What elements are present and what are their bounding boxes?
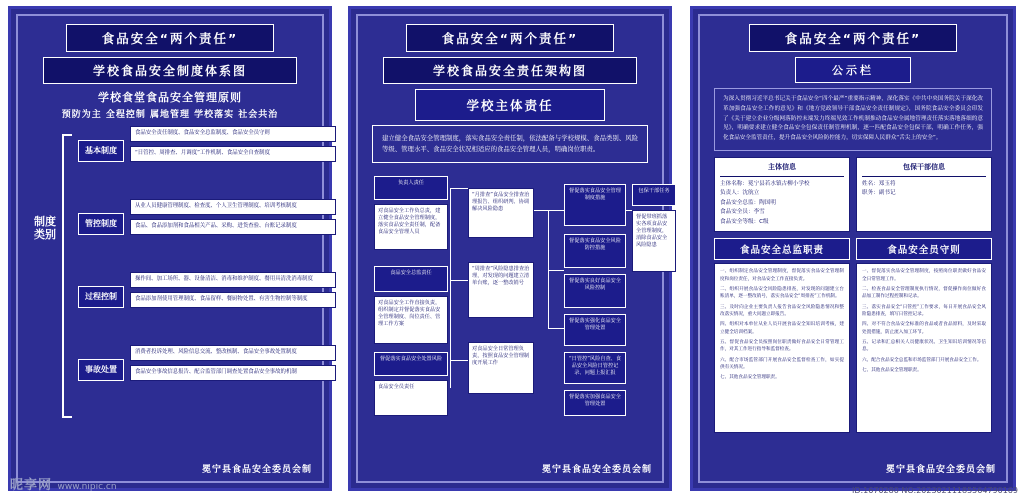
panel2-connector xyxy=(450,188,468,189)
panel2-connector xyxy=(548,328,564,329)
panel1-row: 从业人员健康管理制度、检查度、个人卫生管理制度、培训考核制度 xyxy=(130,199,336,215)
panel3-cadre-info-line: 姓名：郑玉将 xyxy=(862,180,896,187)
panel2-connector-vertical xyxy=(548,210,549,328)
panel2-node-measure-6: 督促落实加强食品安全管理处置 xyxy=(564,390,626,416)
panel3-duty-right-body xyxy=(856,263,992,433)
panel3-entity-info-line: 食品安全总监：陶国明 xyxy=(720,199,776,206)
panel3-duty-right-item: 一、督促落实食品安全管理制度，按照岗位职责做好食品安全日常管理工作。 xyxy=(862,269,986,282)
panel3-duty-left-item: 一、组织制定食品安全管理制度，督促落实食品安全管理制度和岗位责任，对食品安全工作直接负责。 xyxy=(720,269,844,282)
panel1-subtitle: 学校食品安全制度体系图 xyxy=(43,57,296,84)
panel1-group-rows xyxy=(130,345,336,381)
panel2-node-director: 食品安全总监责任 xyxy=(374,266,448,292)
panel3-duty-left-head: 食品安全总监职责 xyxy=(714,238,850,260)
panel2-subtitle: 学校食品安全责任架构图 xyxy=(383,57,636,84)
panel-public-notice-board xyxy=(690,6,1016,491)
panel2-node-director-detail: 对食品安全工作直接负责，组织制定并督促落实食品安全管理制度、岗位责任、管理工作方案 xyxy=(374,296,448,344)
panel2-node-measure-4: 督促落实强化食品安全管理处置 xyxy=(564,314,626,346)
panel3-duty-headers xyxy=(714,238,992,260)
panel2-node-measure-3: 督促落实良好食品安全风险控制 xyxy=(564,274,626,308)
panel3-entity-info-line: 主体名称：冕宁县若水镇古柳小学校 xyxy=(720,180,810,187)
panel3-duty-right-item: 五、记录和汇总相关人员健康状况、卫生知识培训情况等信息。 xyxy=(862,340,986,353)
panel2-node-week-check: “周排查”风险隐患排查治理，对发现的问题建立清单台账，逐一整改销号 xyxy=(468,262,534,318)
panel3-duty-right-item: 三、落实食品安全“日管控”工作要求，每日开展食品安全风险隐患排查，填写日管控记录。 xyxy=(862,304,986,318)
panel2-connector xyxy=(450,280,468,281)
panel3-duty-left-item: 五、督促食品安全员按照岗位职责做好食品安全日常管理工作，对其工作进行指导和监督检查。 xyxy=(720,340,844,353)
panel1-inner xyxy=(16,14,324,483)
panel2-connector-vertical xyxy=(450,188,451,388)
panel3-duty-right-item: 二、检查食品安全管理制度执行情况，督促操作岗位做好食品加工制作过程控制和记录。 xyxy=(862,286,986,300)
watermark-logo-text: 昵享网 xyxy=(10,478,53,493)
panel3-entity-info-line: 食品安全等级：C级 xyxy=(720,218,769,225)
panel2-entity-responsibility-title: 学校主体责任 xyxy=(415,89,605,121)
panel-responsibility-architecture xyxy=(348,6,672,491)
panel2-node-measure-5: “日管控”风险自查、食品安全风险日管控记录、问题上报汇报 xyxy=(564,352,626,384)
panel1-diagram-body xyxy=(26,126,314,426)
panel3-board-label: 公示栏 xyxy=(795,57,911,83)
panel1-group-basic xyxy=(78,126,336,166)
panel3-duty-right-head: 食品安全员守则 xyxy=(856,238,992,260)
panel1-group-name: 事故处置 xyxy=(78,359,124,381)
panel2-node-leader-detail: 对食品安全工作负总责，建立健全食品安全管理制度，落实食品安全责任制，配备食品安全管理人员 xyxy=(374,204,448,250)
panel1-row: 食品安全责任制度、食品安全总监制度、食品安全员守则 xyxy=(130,126,336,142)
panel2-node-leader: 负责人责任 xyxy=(374,176,448,200)
panel2-intro-text: 建立健全食品安全管理制度，落实食品安全责任制，依法配备与学校规模、食品类别、风险等级、管理水平、食品安全状况相适应的食品安全管理人员，明确岗位职责。 xyxy=(372,125,648,163)
panel1-group-process xyxy=(78,272,336,312)
panel3-duty-left-item: 七、其他食品安全管理职责。 xyxy=(720,375,780,381)
panel3-entity-info-line: 负责人：沈航立 xyxy=(720,190,760,197)
panel3-cadre-info xyxy=(856,157,992,232)
panel2-main-title: 食品安全“两个责任” xyxy=(406,24,613,52)
panel3-info-row xyxy=(714,157,992,232)
panel2-node-month-check: “月排查”食品安全排查治理报告、组织研判、协调解决风险隐患 xyxy=(468,188,534,238)
panel2-node-baobao-detail: 督促带班抓落实各项食品安全管理制度，消除食品安全风险隐患 xyxy=(632,210,676,272)
panel3-duty-left-item: 二、组织开展食品安全风险隐患排查，对发现的问题建立台账清单，逐一整改销号，落实食品安全“周排查”工作机制。 xyxy=(720,286,844,300)
panel3-duty-bodies xyxy=(714,263,992,433)
watermark-logo xyxy=(10,474,117,493)
panel1-group-accident xyxy=(78,345,336,385)
panel1-row: 操作间、加工场所、器、设备清洁、消毒和维护制度、餐用具清洗消毒制度 xyxy=(130,272,336,288)
panel2-node-officer: 督促落实食品安全处置风险 xyxy=(374,352,448,376)
panel2-node-measure-2: 督促落实食品安全风险防控措施 xyxy=(564,234,626,268)
panel1-row: 食品安全事故信息报告、配合监管部门调查处置食品安全事故的机制 xyxy=(130,365,336,381)
panel2-node-baobao-title: 包保干部任务 xyxy=(632,184,676,206)
panel1-group-control xyxy=(78,199,336,239)
watermark-id: ID:1670280 NO:20230211185564790169 xyxy=(851,486,1018,495)
panel3-cadre-info-head: 包保干部信息 xyxy=(862,162,986,177)
panel3-duty-right-item: 四、对不符合食品安全标准的食品或者食品原料，及时采取处置措施，防止流入加工环节。 xyxy=(862,322,986,335)
panel2-connector xyxy=(450,360,468,361)
panel2-inner xyxy=(356,14,670,483)
panel1-credit: 冕宁县食品安全委员会制 xyxy=(201,465,312,475)
panel2-credit: 冕宁县食品安全委员会制 xyxy=(541,465,652,475)
panel1-row: 食品、食品添加剂和食品相关产品、采购、进货查验、台账记录制度 xyxy=(130,219,336,235)
panel2-connector xyxy=(548,270,564,271)
panel3-entity-info xyxy=(714,157,850,232)
panel1-category-label: 制度类别 xyxy=(34,215,56,241)
panel1-principle-title: 学校食堂食品安全管理原则 xyxy=(98,91,242,104)
panel1-row: 消费者投诉处理、风险信息交流、整改核制、食品安全事故处置制度 xyxy=(130,345,336,361)
panel3-duty-right-item: 六、配合食品安全总监和市场监管部门开展食品安全工作。 xyxy=(862,357,982,363)
panel2-flowchart xyxy=(366,170,670,420)
panel3-main-title: 食品安全“两个责任” xyxy=(749,24,958,52)
watermark-logo-url: www.nipic.cn xyxy=(57,482,117,492)
panel1-principle-subtitle: 预防为主 全程控制 属地管理 学校落实 社会共治 xyxy=(61,110,279,120)
panel2-connector xyxy=(548,210,564,211)
panel1-group-name: 过程控制 xyxy=(78,286,124,308)
panel3-duty-right-item: 七、其他食品安全管理职责。 xyxy=(862,368,922,374)
panel1-row: “日管控、周排查、月调度”工作机制、食品安全自查制度 xyxy=(130,146,336,162)
panel1-group-rows xyxy=(130,272,336,308)
panel3-cadre-info-line: 职务：副书记 xyxy=(862,190,896,197)
panel3-entity-info-head: 主体信息 xyxy=(720,162,844,177)
panel1-main-title: 食品安全“两个责任” xyxy=(66,24,273,52)
panel2-node-measure-1: 督促落实食品安全管理制度措施 xyxy=(564,184,626,226)
panel2-node-day-check: 对食品安全日常管理负责，按照食品安全管理制度开展工作 xyxy=(468,342,534,394)
panel-school-food-safety-system xyxy=(8,6,332,491)
panel3-credit: 冕宁县食品安全委员会制 xyxy=(885,465,996,475)
panel2-node-officer-detail: 食品安全员责任 xyxy=(374,380,448,416)
panel3-entity-info-line: 食品安全员：李雪 xyxy=(720,209,765,216)
panel3-inner xyxy=(698,14,1008,483)
panel3-paragraph: 为深入贯彻习近平总书记关于食品安全“四个最严”重要指示精神，深化落实《中共中央国务院关于深化改革加强食品安全工作的意见》和《地方党政领导干部食品安全责任制规定》，国务院食品安全委员会印发了《关于建立企业分级网落防控末端发力终端见效工作机制推动食品安全属地管理责任落实落地落细的意见》，明确要求建立健全食品安全包保责任制管理机制，逐一匹配食品安全包保干部，明确工作任务，强化食品安全监管责任，提升食品安全风险防控能力，切实保障人民群众“舌尖上的安全”。 xyxy=(714,88,992,151)
panel3-duty-left-item: 三、及时向企业主要负责人报告食品安全风险隐患情况和整改落实情况，重大问题立即报告。 xyxy=(720,304,844,318)
panel1-group-name: 基本制度 xyxy=(78,140,124,162)
panel1-bracket xyxy=(62,134,72,418)
panel3-duty-left-body xyxy=(714,263,850,433)
panel1-group-rows xyxy=(130,199,336,235)
panel1-group-rows xyxy=(130,126,336,162)
panel3-duty-left-item: 六、配合市场监管部门开展食品安全监督检查工作，如实提供有关情况。 xyxy=(720,357,844,371)
panel1-group-name: 管控制度 xyxy=(78,213,124,235)
panel3-duty-left-item: 四、组织对本单位从业人员开展食品安全知识培训考核，建立健全培训档案。 xyxy=(720,322,844,335)
panel1-row: 食品添加剂使用管理制度、食品留样、餐厨物处置、有害生物控制等制度 xyxy=(130,292,336,308)
panel2-connector xyxy=(534,210,548,211)
